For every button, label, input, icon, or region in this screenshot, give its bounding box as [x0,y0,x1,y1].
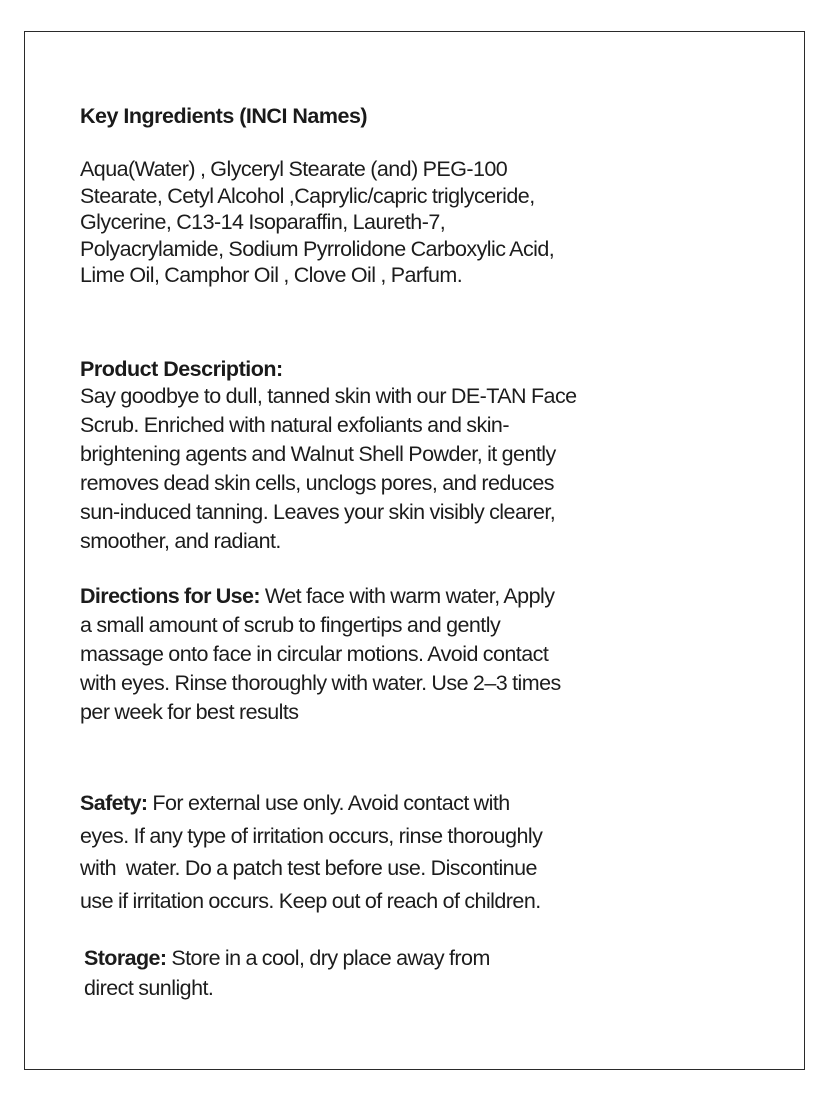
directions-line: with eyes. Rinse thoroughly with water. Use 2–3 times [80,671,561,695]
ingredients-section [80,102,740,289]
description-line: brightening agents and Walnut Shell Powder, it gently [80,442,556,466]
directions-line: a small amount of scrub to fingertips and gently [80,613,501,637]
description-line: removes dead skin cells, unclogs pores, and reduces [80,471,554,495]
description-section [80,356,740,556]
safety-section [80,787,740,917]
safety-line: eyes. If any type of irritation occurs, rinse thoroughly [80,823,543,848]
description-line: Scrub. Enriched with natural exfoliants and skin- [80,413,509,437]
directions-text: Wet face with warm water, Apply [259,584,555,608]
directions-label: Directions for Use: [80,584,260,608]
safety-label: Safety: [80,791,148,815]
description-line: Say goodbye to dull, tanned skin with our DE-TAN Face [80,384,577,408]
storage-label: Storage: [84,946,167,970]
directions-section [80,582,740,727]
storage-line: direct sunlight. [84,976,214,1000]
description-line: sun-induced tanning. Leaves your skin visibly clearer, [80,500,556,524]
safety-line: use if irritation occurs. Keep out of reach of children. [80,888,541,913]
ingredients-line: Glycerine, C13-14 Isoparaffin, Laureth-7, [80,210,446,234]
ingredients-line: Aqua(Water) , Glyceryl Stearate (and) PEG-100 [80,157,508,181]
storage-first-line [84,943,744,973]
ingredients-line: Polyacrylamide, Sodium Pyrrolidone Carboxylic Acid, [80,236,555,261]
directions-line: massage onto face in circular motions. Avoid contact [80,642,549,666]
ingredients-line: Stearate, Cetyl Alcohol ,Caprylic/capric triglyceride, [80,183,535,208]
storage-text: Store in a cool, dry place away from [166,946,490,970]
safety-first-line [80,787,740,820]
description-line: smoother, and radiant. [80,529,281,553]
description-heading: Product Description: [80,357,283,381]
ingredients-line: Lime Oil, Camphor Oil , Clove Oil , Parfum. [80,263,463,287]
safety-text: For external use only. Avoid contact with [147,791,510,815]
directions-first-line [80,582,740,611]
storage-section [84,943,744,1003]
directions-line: per week for best results [80,700,299,724]
safety-line: with water. Do a patch test before use. Discontinue [80,856,537,880]
ingredients-heading: Key Ingredients (INCI Names) [80,104,368,128]
